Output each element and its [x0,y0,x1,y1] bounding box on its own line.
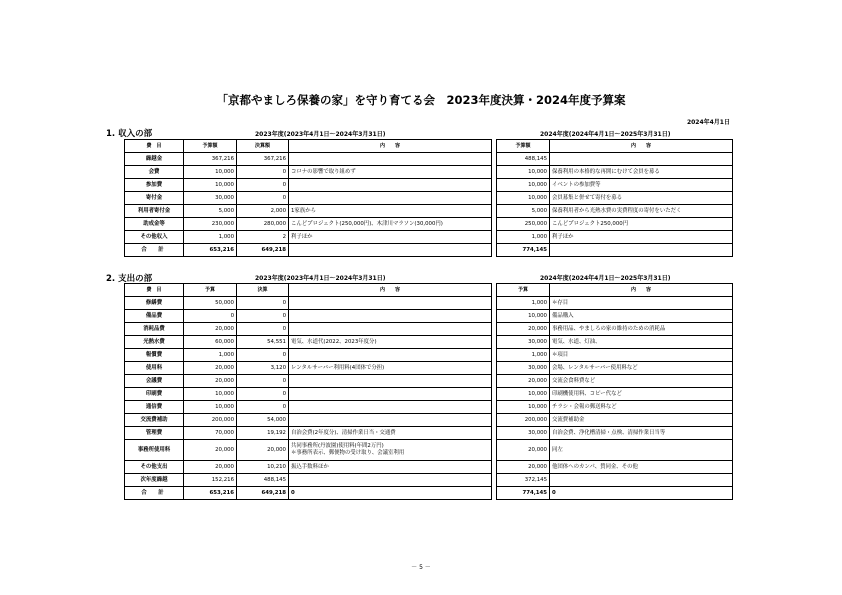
budget-cell: 20,000 [184,461,237,474]
note-2024-cell [550,474,733,487]
note-2024-cell: ＊存目 [550,297,733,310]
budget-cell: 653,216 [184,487,237,500]
budget-cell: 50,000 [184,297,237,310]
note-2024-cell: こんどプロジェクト250,000円 [550,218,733,231]
actual-cell: 0 [237,166,289,179]
budget-cell: 5,000 [184,205,237,218]
actual-cell: 10,210 [237,461,289,474]
note-2024-cell: 会員募集と併せて寄付を募る [550,192,733,205]
total-row [125,244,733,257]
col-header-actual: 決算額 [237,140,289,153]
expense-period-2023: 2023年度(2023年4月1日～2024年3月31日) [255,275,386,282]
document-date: 2024年4月1日 [686,119,730,126]
table-row [125,375,733,388]
budget-2024-cell: 10,000 [497,179,550,192]
col-header-item: 費 目 [125,284,184,297]
note-cell [289,244,492,257]
note-cell [289,414,492,427]
total-row [125,487,733,500]
item-cell: その他収入 [125,231,184,244]
actual-cell: 649,218 [237,244,289,257]
table-row [125,440,733,461]
table-row [125,179,733,192]
item-cell: 事務所使用料 [125,440,184,461]
actual-cell: 0 [237,192,289,205]
budget-2024-cell: 20,000 [497,323,550,336]
budget-2024-cell: 30,000 [497,427,550,440]
note-cell [289,310,492,323]
budget-2024-cell: 250,000 [497,218,550,231]
actual-cell: 54,551 [237,336,289,349]
note-cell: 自治会費(2年度分)、清掃作業日当・交通費 [289,427,492,440]
budget-cell: 20,000 [184,440,237,461]
budget-2024-cell: 10,000 [497,166,550,179]
note-2024-cell [550,244,733,257]
actual-cell: 2 [237,231,289,244]
budget-cell: 367,216 [184,153,237,166]
table-row [125,362,733,375]
col-header-actual: 決算 [237,284,289,297]
col-header-budget-2024: 予算額 [497,140,550,153]
page-number: － 5 － [411,564,431,571]
budget-2024-cell: 372,145 [497,474,550,487]
actual-cell: 0 [237,323,289,336]
table-row [125,349,733,362]
col-header-note-2024: 内 容 [550,140,733,153]
budget-cell: 230,000 [184,218,237,231]
budget-2024-cell: 5,000 [497,205,550,218]
budget-2024-cell: 1,000 [497,297,550,310]
table-row [125,192,733,205]
col-header-note: 内 容 [289,140,492,153]
note-2024-cell: 0 [550,487,733,500]
budget-cell: 20,000 [184,375,237,388]
table-row [125,205,733,218]
budget-2024-cell: 30,000 [497,362,550,375]
budget-2024-cell: 774,145 [497,487,550,500]
budget-2024-cell: 20,000 [497,375,550,388]
income-table [124,139,733,257]
budget-2024-cell: 30,000 [497,336,550,349]
item-cell: 次年度繰越 [125,474,184,487]
note-2024-cell: 印刷機使用料、コピー代など [550,388,733,401]
note-2024-cell [550,153,733,166]
table-row [125,231,733,244]
actual-cell: 20,000 [237,440,289,461]
income-header-row [125,140,733,153]
table-row [125,336,733,349]
note-2024-cell: ＊項目 [550,349,733,362]
item-cell: 消耗品費 [125,323,184,336]
actual-cell: 0 [237,297,289,310]
note-cell: 0 [289,487,492,500]
note-cell: こんどプロジェクト(250,000円)、木津川マラソン(30,000円) [289,218,492,231]
expense-period-2024: 2024年度(2024年4月1日～2025年3月31日) [540,275,671,282]
budget-cell: 200,000 [184,414,237,427]
col-header-note: 内 容 [289,284,492,297]
actual-cell: 0 [237,179,289,192]
expense-heading: 2. 支出の部 [106,274,153,284]
actual-cell: 0 [237,349,289,362]
table-row [125,427,733,440]
note-2024-cell: 他団体へのカンパ、賛同金、その他 [550,461,733,474]
table-row [125,218,733,231]
table-row [125,166,733,179]
budget-cell: 1,000 [184,231,237,244]
item-cell: 合 計 [125,487,184,500]
budget-cell: 0 [184,310,237,323]
note-cell: 利子ほか [289,231,492,244]
col-header-note-2024: 内 容 [550,284,733,297]
item-cell: 参加費 [125,179,184,192]
item-cell: その他支出 [125,461,184,474]
table-row [125,297,733,310]
budget-cell: 10,000 [184,166,237,179]
note-cell: 電気、水道代(2022、2023年度分) [289,336,492,349]
budget-2024-cell: 10,000 [497,401,550,414]
budget-cell: 30,000 [184,192,237,205]
budget-cell: 152,216 [184,474,237,487]
item-cell: 助成金等 [125,218,184,231]
actual-cell: 0 [237,388,289,401]
actual-cell: 3,120 [237,362,289,375]
note-line: 共同事務所(丹波園)使用料(年間2万円) [291,443,384,449]
item-cell: 使用料 [125,362,184,375]
item-cell: 光熱水費 [125,336,184,349]
item-cell: 合 計 [125,244,184,257]
budget-cell: 10,000 [184,179,237,192]
note-2024-cell: 交流費補助金 [550,414,733,427]
note-2024-cell: 電気、水道、灯油、 [550,336,733,349]
note-cell [289,388,492,401]
note-2024-cell: 交流会食料費など [550,375,733,388]
budget-cell: 60,000 [184,336,237,349]
table-row [125,153,733,166]
budget-2024-cell: 20,000 [497,461,550,474]
col-header-item: 費 目 [125,140,184,153]
note-cell [289,474,492,487]
income-period-2024: 2024年度(2024年4月1日～2025年3月31日) [540,131,671,138]
actual-cell: 280,000 [237,218,289,231]
expense-table [124,283,733,500]
income-heading: 1. 収入の部 [106,129,153,139]
note-2024-cell: 備品購入 [550,310,733,323]
budget-2024-cell: 774,145 [497,244,550,257]
budget-2024-cell: 20,000 [497,440,550,461]
budget-cell: 20,000 [184,362,237,375]
actual-cell: 54,000 [237,414,289,427]
note-cell [289,401,492,414]
col-header-budget: 予算 [184,284,237,297]
actual-cell: 649,218 [237,487,289,500]
item-cell: 繰越金 [125,153,184,166]
note-cell [289,192,492,205]
income-period-2023: 2023年度(2023年4月1日～2024年3月31日) [255,131,386,138]
item-cell: 寄付金 [125,192,184,205]
item-cell: 印刷費 [125,388,184,401]
note-2024-cell: チラシ・会報の郵送料など [550,401,733,414]
note-cell: 1家族から [289,205,492,218]
item-cell: 備品費 [125,310,184,323]
table-row [125,461,733,474]
item-cell: 交流費補助 [125,414,184,427]
note-cell [289,153,492,166]
note-2024-cell: イベントの参加費等 [550,179,733,192]
expense-header-row [125,284,733,297]
actual-cell: 2,000 [237,205,289,218]
budget-cell: 10,000 [184,388,237,401]
note-2024-cell: 保養利用者から光熱水費の実費程度の寄付をいただく [550,205,733,218]
table-row [125,414,733,427]
note-cell [289,297,492,310]
actual-cell: 0 [237,401,289,414]
budget-2024-cell: 10,000 [497,192,550,205]
note-cell: コロナの影響で取り組めず [289,166,492,179]
budget-2024-cell: 10,000 [497,388,550,401]
budget-2024-cell: 200,000 [497,414,550,427]
item-cell: 通信費 [125,401,184,414]
budget-cell: 70,000 [184,427,237,440]
budget-2024-cell: 488,145 [497,153,550,166]
actual-cell: 0 [237,310,289,323]
budget-cell: 1,000 [184,349,237,362]
item-cell: 会費 [125,166,184,179]
item-cell: 管理費 [125,427,184,440]
item-cell: 会議費 [125,375,184,388]
note-cell [289,349,492,362]
note-cell: 振込手数料ほか [289,461,492,474]
note-2024-cell: 保養利用の本格的な再開にむけて会員を募る [550,166,733,179]
note-cell: レンタルサーバー利用料(4団体で分担) [289,362,492,375]
col-header-budget-2024: 予算 [497,284,550,297]
note-cell [289,440,492,461]
note-cell [289,323,492,336]
table-row [125,474,733,487]
table-row [125,310,733,323]
note-cell [289,179,492,192]
col-header-budget: 予算額 [184,140,237,153]
note-2024-cell: 同左 [550,440,733,461]
table-row [125,388,733,401]
note-line: ＊事務所表示、郵便物の受け取り、会議室利用 [291,450,405,456]
actual-cell: 488,145 [237,474,289,487]
budget-2024-cell: 1,000 [497,349,550,362]
note-2024-cell: 自治会費、浄化槽清掃・点検、清掃作業日当等 [550,427,733,440]
note-2024-cell: 会場、レンタルサーバー使用料など [550,362,733,375]
budget-2024-cell: 10,000 [497,310,550,323]
table-row [125,401,733,414]
budget-cell: 20,000 [184,323,237,336]
table-row [125,323,733,336]
note-cell [289,375,492,388]
budget-cell: 653,216 [184,244,237,257]
item-cell: 修繕費 [125,297,184,310]
budget-2024-cell: 1,000 [497,231,550,244]
item-cell: 報償費 [125,349,184,362]
actual-cell: 0 [237,375,289,388]
actual-cell: 367,216 [237,153,289,166]
note-2024-cell: 利子ほか [550,231,733,244]
page-title: 「京都やましろ保養の家」を守り育てる会 2023年度決算・2024年度予算案 [216,93,626,107]
item-cell: 利用者寄付金 [125,205,184,218]
note-2024-cell: 事務用品、やましろの家の維持のための消耗品 [550,323,733,336]
budget-cell: 10,000 [184,401,237,414]
actual-cell: 19,192 [237,427,289,440]
